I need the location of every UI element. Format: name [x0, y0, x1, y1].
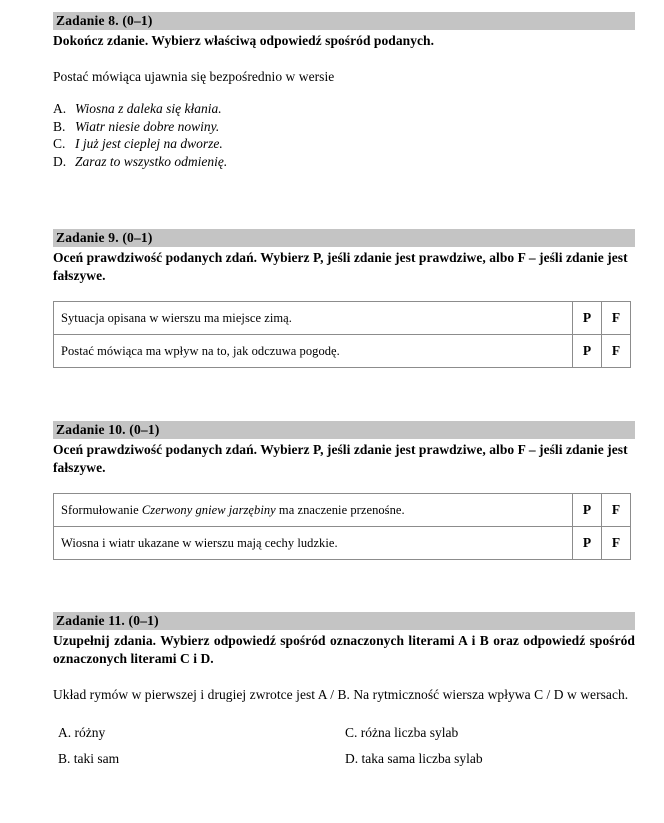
- task-zadanie-10: [53, 421, 635, 560]
- option-b[interactable]: [53, 118, 635, 136]
- options-column-cd: [345, 720, 483, 772]
- option-letter-b: B.: [58, 751, 71, 766]
- statement-prefix: Wiosna i wiatr ukazane w wierszu mają cechy ludzkie.: [61, 535, 338, 550]
- true-false-table-wrapper-10: [53, 493, 635, 560]
- option-c[interactable]: [345, 720, 483, 746]
- task-instruction-8: Dokończ zdanie. Wybierz właściwą odpowiedź spośród podanych.: [53, 33, 435, 48]
- option-letter-c: C.: [345, 725, 358, 740]
- true-false-table-9: [53, 301, 631, 368]
- statement-cell: Sytuacja opisana w wierszu ma miejsce zimą.: [54, 302, 573, 335]
- option-text-c: różna liczba sylab: [360, 725, 459, 740]
- option-letter-c: C.: [53, 136, 66, 151]
- table-row: [54, 335, 631, 368]
- options-column-ab: [58, 720, 119, 772]
- option-text-b: taki sam: [73, 751, 120, 766]
- answer-options-8: [53, 100, 635, 170]
- statement-cell: Postać mówiąca ma wpływ na to, jak odczuwa pogodę.: [54, 335, 573, 368]
- option-a[interactable]: [58, 720, 119, 746]
- true-option-cell[interactable]: P: [573, 494, 602, 527]
- option-letter-a: A.: [58, 725, 72, 740]
- task-header-11: Zadanie 11. (0–1): [53, 612, 635, 630]
- true-option-cell[interactable]: P: [573, 527, 602, 560]
- true-option-cell[interactable]: P: [573, 335, 602, 368]
- option-text-d: Zaraz to wszystko odmienię.: [75, 153, 228, 169]
- statement-emphasis: Czerwony gniew jarzębiny: [141, 502, 276, 517]
- option-a[interactable]: [53, 100, 635, 118]
- task-header-10: Zadanie 10. (0–1): [53, 421, 635, 439]
- task-instruction-11: Uzupełnij zdania. Wybierz odpowiedź spośród oznaczonych literami A i B oraz odpowiedź spośród oznaczonych literami C i D.: [53, 633, 635, 666]
- option-b[interactable]: [58, 746, 119, 772]
- false-option-cell[interactable]: F: [602, 527, 631, 560]
- statement-cell: [54, 527, 573, 560]
- task-zadanie-9: [53, 229, 635, 368]
- option-letter-d: D.: [345, 751, 359, 766]
- table-row: [54, 527, 631, 560]
- statement-suffix: ma znaczenie przenośne.: [275, 502, 405, 517]
- false-option-cell[interactable]: F: [602, 335, 631, 368]
- option-text-c: I już jest cieplej na dworze.: [75, 136, 223, 151]
- true-false-table-10: [53, 493, 631, 560]
- false-option-cell[interactable]: F: [602, 494, 631, 527]
- task-zadanie-8: [53, 12, 635, 170]
- task-zadanie-11: [53, 612, 635, 780]
- table-row: [54, 302, 631, 335]
- answer-options-11: [53, 720, 635, 780]
- true-option-cell[interactable]: P: [573, 302, 602, 335]
- option-d[interactable]: [53, 153, 635, 171]
- task-instruction-10: Oceń prawdziwość podanych zdań. Wybierz P, jeśli zdanie jest prawdziwe, albo F – jeśli zdanie jest fałszywe.: [53, 442, 628, 475]
- task-stem-8: Postać mówiąca ujawnia się bezpośrednio w wersie: [53, 69, 335, 84]
- table-row: [54, 494, 631, 527]
- statement-prefix: Sformułowanie: [61, 502, 142, 517]
- true-false-table-wrapper-9: [53, 301, 635, 368]
- option-c[interactable]: [53, 135, 635, 153]
- option-text-a: Wiosna z daleka się kłania.: [75, 101, 222, 116]
- option-text-b: Wiatr niesie dobre nowiny.: [75, 118, 220, 134]
- task-header-8: Zadanie 8. (0–1): [53, 12, 635, 30]
- false-option-cell[interactable]: F: [602, 302, 631, 335]
- option-d[interactable]: [345, 746, 483, 772]
- task-header-9: Zadanie 9. (0–1): [53, 229, 635, 247]
- option-letter-d: D.: [53, 153, 67, 169]
- option-letter-a: A.: [53, 101, 67, 116]
- option-letter-b: B.: [53, 118, 66, 134]
- option-text-a: różny: [74, 725, 106, 740]
- option-text-d: taka sama liczba sylab: [361, 751, 483, 766]
- statement-cell: [54, 494, 573, 527]
- task-stem-11: Układ rymów w pierwszej i drugiej zwrotce jest A / B. Na rytmiczność wiersza wpływa C / D w wersach.: [53, 687, 629, 702]
- task-instruction-9: Oceń prawdziwość podanych zdań. Wybierz P, jeśli zdanie jest prawdziwe, albo F – jeśli zdanie jest fałszywe.: [53, 250, 628, 283]
